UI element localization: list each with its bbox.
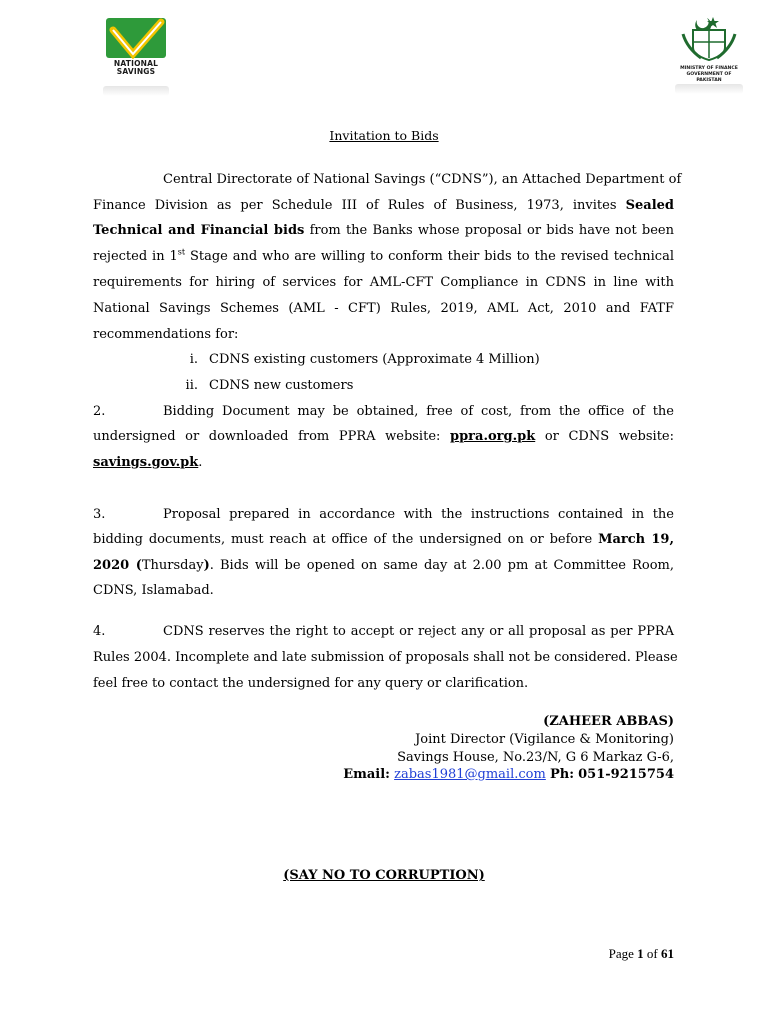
para4-line1: CDNS reserves the right to accept or reject any or all proposal as per PPRA — [163, 624, 674, 639]
para4-line3: feel free to contact the undersigned for any query or clarification. — [93, 676, 529, 691]
signatory-name: (ZAHEER ABBAS) — [543, 714, 674, 729]
para1-line1: Central Directorate of National Savings (“CDNS”), an Attached Department of — [163, 172, 682, 187]
para3-line3: 2020 (Thursday). Bids will be opened on same day at 2.00 pm at Committee Room, — [93, 558, 675, 573]
para3-line1: Proposal prepared in accordance with the instructions contained in the — [163, 507, 674, 522]
signatory-contact: Email: zabas1981@gmail.com Ph: 051-9215754 — [343, 767, 674, 782]
para1-line2: Finance Division as per Schedule III of Rules of Business, 1973, invites Sealed — [93, 198, 674, 213]
para3-number: 3. — [93, 507, 106, 522]
para1-line4: rejected in 1st Stage and who are willing to conform their bids to the revised technical — [93, 247, 674, 264]
ppra-link[interactable]: ppra.org.pk — [450, 429, 536, 444]
savings-link[interactable]: savings.gov.pk — [93, 455, 199, 470]
para1-line3: Technical and Financial bids from the Banks whose proposal or bids have not been — [93, 223, 674, 238]
ministry-of-finance-logo — [675, 14, 743, 90]
pakistan-crest-icon — [675, 14, 743, 64]
para2-line3: savings.gov.pk. — [93, 455, 203, 470]
para2-line1: Bidding Document may be obtained, free of cost, from the office of the — [163, 404, 674, 419]
para3-line4: CDNS, Islamabad. — [93, 583, 214, 598]
national-savings-logo-text: NATIONAL SAVINGS — [113, 59, 159, 76]
email-link[interactable]: zabas1981@gmail.com — [394, 767, 546, 782]
list-item-new-customers: CDNS new customers — [209, 378, 354, 393]
ministry-of-finance-line2: GOVERNMENT OF PAKISTAN — [686, 72, 732, 83]
list-marker-2: ii. — [185, 378, 198, 393]
para3-line2: bidding documents, must reach at office of the undersigned on or before March 19, — [93, 532, 674, 547]
list-item-existing-customers: CDNS existing customers (Approximate 4 Million) — [209, 352, 540, 367]
ministry-of-finance-line1: MINISTRY OF FINANCE — [680, 66, 738, 71]
para2-number: 2. — [93, 404, 106, 419]
signatory-address: Savings House, No.23/N, G 6 Markaz G-6, — [397, 750, 674, 765]
list-marker-1: i. — [189, 352, 198, 367]
para1-line6: National Savings Schemes (AML - CFT) Rules, 2019, AML Act, 2010 and FATF — [93, 301, 674, 316]
para4-number: 4. — [93, 624, 106, 639]
national-savings-logo — [103, 16, 169, 92]
page-number: Page 1 of 61 — [608, 946, 674, 961]
para1-line5: requirements for hiring of services for AML-CFT Compliance in CDNS in line with — [93, 275, 674, 290]
para1-line7: recommendations for: — [93, 327, 239, 342]
signatory-designation: Joint Director (Vigilance & Monitoring) — [415, 732, 674, 747]
para4-line2: Rules 2004. Incomplete and late submission of proposals shall not be considered. Please — [93, 650, 678, 665]
document-title: Invitation to Bids — [329, 128, 439, 143]
para2-line2: undersigned or downloaded from PPRA website: ppra.org.pk or CDNS website: — [93, 429, 674, 444]
anti-corruption-slogan: (SAY NO TO CORRUPTION) — [283, 868, 485, 883]
